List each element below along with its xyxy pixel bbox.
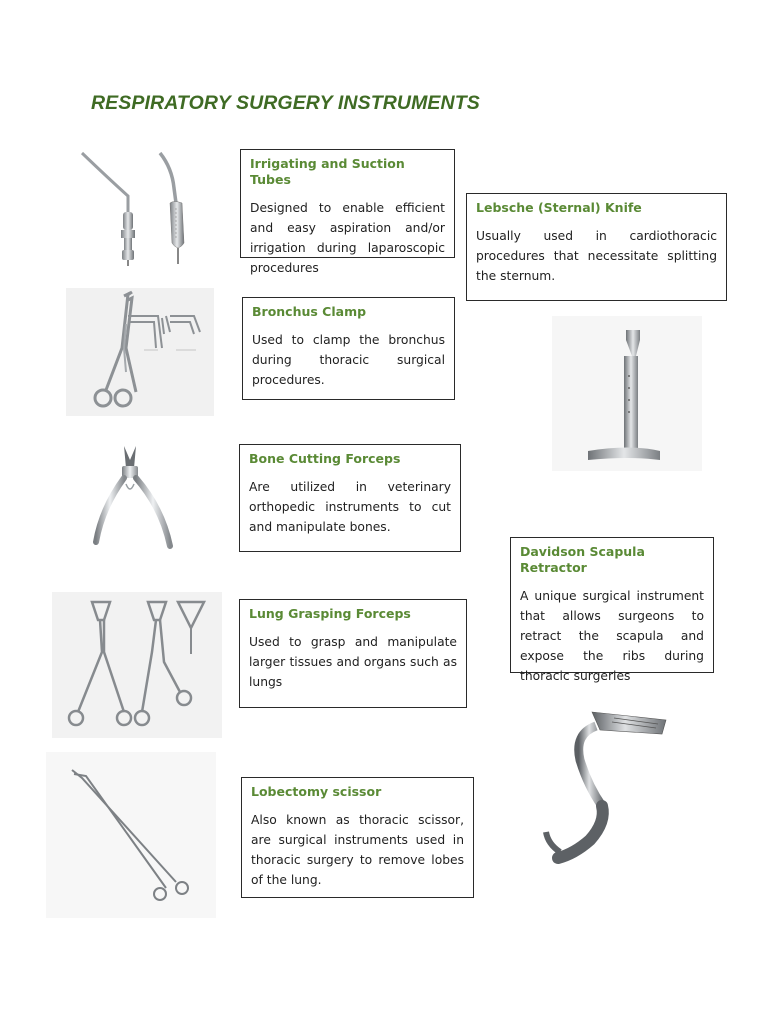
bronchus-clamp-photo bbox=[66, 288, 214, 416]
card-title: Irrigating and Suction Tubes bbox=[250, 156, 405, 187]
lebsche-knife-card bbox=[466, 193, 727, 301]
card-title: Lung Grasping Forceps bbox=[249, 606, 411, 621]
card-title: Bronchus Clamp bbox=[252, 304, 367, 319]
card-body: Are utilized in veterinary orthopedic instruments to cut and manipulate bones. bbox=[249, 480, 451, 534]
lebsche-knife-photo bbox=[552, 316, 702, 471]
bronchus-clamp-card bbox=[242, 297, 455, 400]
irrigating-suction-tubes-card bbox=[240, 149, 455, 275]
lobectomy-scissor-card bbox=[241, 777, 474, 898]
card-body: Used to grasp and manipulate larger tissues and organs such as lungs bbox=[249, 635, 457, 689]
page-title: RESPIRATORY SURGERY INSTRUMENTS bbox=[91, 92, 480, 114]
card-body: Usually used in cardiothoracic procedures that necessitate splitting the sternum. bbox=[476, 229, 717, 283]
card-title: Lebsche (Sternal) Knife bbox=[476, 200, 642, 215]
suction-tubes-photo bbox=[68, 148, 218, 268]
davidson-scapula-retractor-card bbox=[510, 537, 714, 683]
card-title: Davidson Scapula Retractor bbox=[520, 544, 645, 575]
card-body: Also known as thoracic scissor, are surgical instruments used in thoracic surgery to remove lobes of the lung. bbox=[251, 813, 464, 887]
card-title: Bone Cutting Forceps bbox=[249, 451, 401, 466]
scapula-retractor-photo bbox=[540, 700, 675, 880]
card-body: A unique surgical instrument that allows surgeons to retract the scapula and expose the ribs during thoracic surgeries bbox=[520, 589, 704, 683]
card-body: Used to clamp the bronchus during thoracic surgical procedures. bbox=[252, 333, 445, 387]
lung-grasping-forceps-card bbox=[239, 599, 467, 708]
lung-grasping-forceps-photo bbox=[52, 592, 222, 738]
card-body: Designed to enable efficient and easy aspiration and/or irrigation during laparoscopic procedures bbox=[250, 201, 445, 275]
bone-cutting-forceps-photo bbox=[62, 438, 197, 558]
bone-cutting-forceps-card bbox=[239, 444, 461, 552]
card-title: Lobectomy scissor bbox=[251, 784, 382, 799]
lobectomy-scissor-photo bbox=[46, 752, 216, 918]
